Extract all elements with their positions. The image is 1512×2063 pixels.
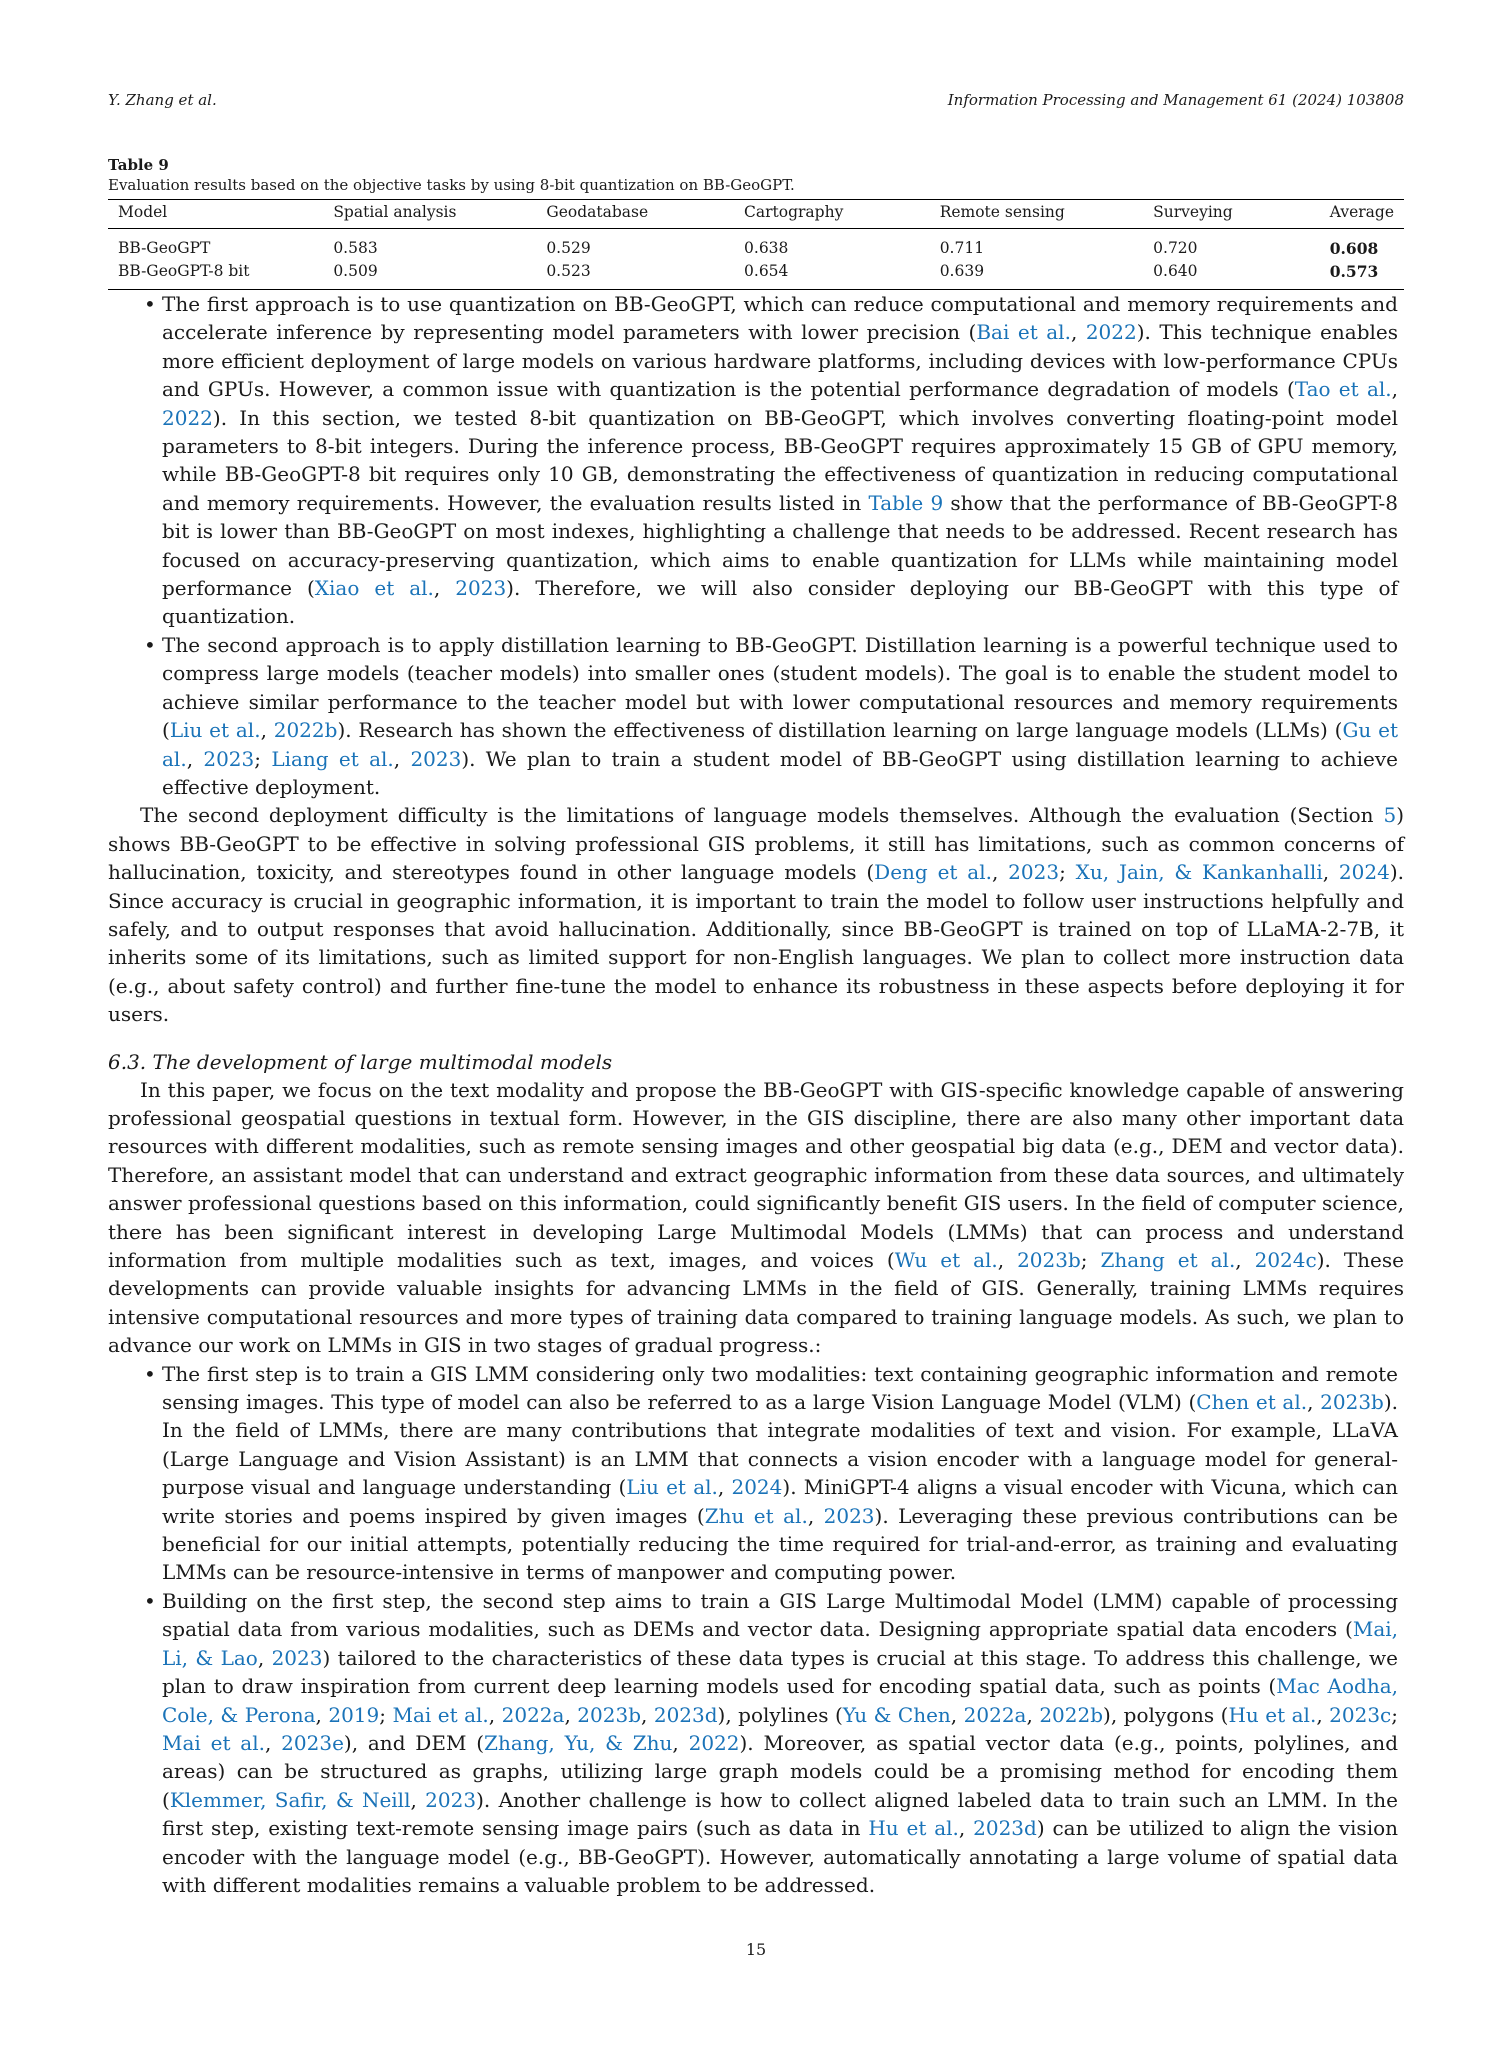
table-row (108, 229, 1404, 261)
citation-link[interactable]: 2023d (653, 1702, 718, 1727)
section-heading: 6.3. The development of large multimodal models (108, 1049, 613, 1074)
list-item-second-step (108, 1587, 1404, 1899)
text-span: ). This technique enables more efficient deployment of large models on various hardware platforms, including devices with low-performance CPUs and GPUs. However, a common issue with quantization is the potential performance degradation of models ( (162, 320, 1398, 402)
text-span: , (991, 860, 1009, 885)
text-span: ). In this section, we tested 8-bit quantization on BB-GeoGPT, which involves converting floating-point model parameters to 8-bit integers. During the inference process, BB-GeoGPT requires approximately 15 GB of GPU memory, while BB-GeoGPT-8 bit requires only 10 GB, demonstrating the effectiveness of quantization in reducing computational and memory requirements. However, the evaluation results listed in (162, 405, 1398, 515)
paragraph-limitations (108, 801, 1404, 1028)
column-header-remote-sensing: Remote sensing (930, 200, 1143, 229)
text-span: , (410, 1787, 426, 1812)
citation-link[interactable]: 2024 (1338, 860, 1390, 885)
text-span: ) can be utilized to align the vision encoder with the language model (e.g., BB-GeoGPT). However, automatically annotating a large volume of spatial data with different modalities remains a valuable problem to be addressed. (162, 1816, 1399, 1897)
text-span: ). Leveraging these previous contributions can be beneficial for our initial attempts, potentially reducing the time required for trial-and-error, as training and evaluating LMMs can be resource-intensive in terms of manpower and computing power. (162, 1503, 1398, 1585)
cell-model: BB-GeoGPT-8 bit (118, 262, 250, 280)
header-journal: Information Processing and Management 61 (2024) 103808 (947, 91, 1404, 109)
header-authors: Y. Zhang et al. (108, 91, 217, 109)
column-header-geodatabase: Geodatabase (536, 200, 734, 229)
cell-remote-sensing: 0.711 (939, 239, 985, 257)
text-span: ; (254, 746, 272, 771)
citation-link[interactable]: 2022b (1039, 1702, 1104, 1727)
text-span: ). MiniGPT-4 aligns a visual encoder with Vicuna, which can write stories and poems inspired by given images ( (162, 1475, 1399, 1528)
section-reference-link[interactable]: 5 (1383, 803, 1397, 828)
text-span: The first step is to train a GIS LMM considering only two modalities: text containing geographic information and remote sensing images. This type of model can also be referred to as a large Vision Language Model (VLM) ( (162, 1361, 1398, 1415)
page-number: 15 (745, 1940, 767, 1959)
citation-link[interactable]: Klemmer, Safir, & Neill (169, 1787, 411, 1812)
citation-link[interactable]: 2023b (1320, 1390, 1384, 1415)
citation-link[interactable]: Xiao et al. (314, 576, 434, 601)
citation-link[interactable]: 2023 (410, 746, 462, 771)
citation-link[interactable]: 2023 (823, 1503, 875, 1528)
column-header-surveying: Surveying (1143, 200, 1320, 229)
list-item-first-step (108, 1360, 1404, 1587)
citation-link[interactable]: Zhang et al. (1100, 1248, 1236, 1272)
list-item-distillation (108, 631, 1404, 801)
cell-average: 0.608 (1329, 239, 1379, 258)
cell-surveying: 0.720 (1153, 239, 1198, 257)
cell-cartography: 0.638 (744, 239, 789, 257)
text-span: show that the performance of BB-GeoGPT-8 bit is lower than BB-GeoGPT on most indexes, highlighting a challenge that needs to be addressed. Recent research has focused on accuracy-preserving quantization, which aims to enable quantization for LLMs while maintaining model performance ( (162, 490, 1398, 601)
column-header-spatial-analysis: Spatial analysis (323, 200, 536, 229)
cell-cartography: 0.654 (744, 262, 789, 280)
text-span: , (1322, 860, 1339, 885)
text-span: , (958, 1816, 974, 1841)
text-span: ). Therefore, we will also consider deploying our BB-GeoGPT with this type of quantization. (162, 576, 1398, 629)
paragraph-multimodal (108, 1076, 1404, 1360)
cell-geodatabase: 0.529 (546, 239, 591, 257)
citation-link[interactable]: Mai et al. (162, 1730, 265, 1755)
citation-link[interactable]: Liang et al. (271, 746, 394, 771)
text-span: ), polylines ( (717, 1702, 843, 1727)
text-span: , (257, 1645, 272, 1670)
text-span: The second approach is to apply distillation learning to BB-GeoGPT. Distillation learning is a powerful technique used to compress large models (teacher models) into smaller ones (student models). The goal is to enable the student model to achieve similar performance to the teacher model but with lower computational resources and memory requirements ( (162, 632, 1398, 743)
deployment-approaches-list (108, 290, 1404, 801)
text-span: , (433, 576, 456, 601)
citation-link[interactable]: Mai, Li, & Lao (162, 1617, 1398, 1670)
cell-spatial-analysis: 0.509 (333, 262, 378, 280)
cell-model: BB-GeoGPT (118, 239, 211, 257)
text-span: , (672, 1730, 689, 1755)
citation-link[interactable]: 2023e (281, 1730, 344, 1755)
text-span: , (186, 746, 204, 771)
text-span: ), and DEM ( (343, 1730, 485, 1755)
text-span: ). Another challenge is how to collect aligned labeled data to train such an LMM. In the first step, existing text-remote sensing image pairs (such as data in (162, 1787, 1398, 1841)
text-span: , (260, 718, 274, 743)
table-caption (108, 155, 1404, 195)
citation-link[interactable]: Zhu et al. (704, 1503, 808, 1528)
text-span: , (1307, 1390, 1321, 1415)
text-span: , (393, 746, 411, 771)
table-label: Table 9 (108, 156, 169, 174)
citation-link[interactable]: Gu et al. (162, 718, 1398, 771)
text-span: ) tailored to the characteristics of these data types is crucial at this stage. To address this challenge, we plan to draw inspiration from current deep learning models used for encoding spatial data, such as points ( (162, 1645, 1398, 1699)
citation-link[interactable]: 2023 (203, 746, 255, 771)
cell-surveying: 0.640 (1153, 262, 1198, 280)
citation-link[interactable]: 2023 (455, 576, 507, 601)
text-span: , (264, 1730, 282, 1755)
citation-link[interactable]: 2022a (501, 1702, 565, 1727)
cell-remote-sensing: 0.639 (939, 262, 985, 280)
citation-link[interactable]: Chen et al. (1196, 1390, 1308, 1415)
text-span: , (315, 1702, 329, 1727)
citation-link[interactable]: Yu & Chen (842, 1702, 951, 1727)
citation-link[interactable]: 2023b (1017, 1248, 1081, 1272)
running-header (108, 90, 1404, 110)
cell-geodatabase: 0.523 (546, 262, 591, 280)
citation-link[interactable]: Liu et al. (626, 1475, 718, 1500)
table-row (108, 260, 1404, 290)
citation-link[interactable]: 2023c (1329, 1702, 1392, 1727)
citation-link[interactable]: Hu et al. (1228, 1702, 1317, 1727)
citation-link[interactable]: 2023 (1008, 860, 1060, 885)
page-content (108, 90, 1404, 1899)
text-span: ). In the field of LMMs, there are many contributions that integrate modalities of text and vision. For example, LLaVA (Large Language and Vision Assistant) is an LMM that connects a vision encoder with a language model for general-purpose visual and language understanding ( (162, 1390, 1399, 1500)
citation-link[interactable]: 2023d (973, 1816, 1037, 1841)
citation-link[interactable]: Wu et al. (894, 1248, 998, 1272)
column-header-cartography: Cartography (734, 200, 930, 229)
text-span: , (997, 1248, 1018, 1272)
text-span: , (1391, 377, 1398, 402)
text-span: ). Since accuracy is crucial in geographic information, it is important to train the model to follow user instructions helpfully and safely, and to output responses that avoid hallucination. Additionally, since BB-GeoGPT is trained on top of LLaMA-2-7B, it inherits some of its limitations, such as limited support for non-English languages. We plan to collect more instruction data (e.g., about safety control) and further fine-tune the model to enhance its robustness in these aspects before deploying it for users. (108, 860, 1404, 1027)
text-span: , (1316, 1702, 1330, 1727)
text-span: ; (379, 1702, 393, 1727)
citation-link[interactable]: 2022a (963, 1702, 1027, 1727)
table-header-row (108, 200, 1404, 229)
citation-link[interactable]: 2023 (271, 1645, 323, 1670)
results-table (108, 199, 1404, 290)
text-span: , (1026, 1702, 1040, 1727)
list-item-quantization (108, 290, 1404, 631)
citation-link[interactable]: 2023 (425, 1787, 477, 1812)
text-span: ; (1059, 860, 1076, 885)
column-header-average: Average (1320, 200, 1404, 229)
text-span: ; (1391, 1702, 1399, 1727)
text-span: ). Research has shown the effectiveness of distillation learning on large language models (LLMs) ( (337, 718, 1343, 743)
text-span: , (950, 1702, 964, 1727)
citation-link[interactable]: Zhang, Yu, & Zhu (484, 1730, 673, 1755)
text-span: , (641, 1702, 654, 1727)
text-span: , (488, 1702, 502, 1727)
citation-link[interactable]: Xu, Jain, & Kankanhalli (1075, 860, 1323, 885)
citation-link[interactable]: 2024c (1254, 1248, 1317, 1272)
text-span: , (1235, 1248, 1255, 1272)
text-span: ). We plan to train a student model of BB-GeoGPT using distillation learning to achieve effective deployment. (162, 746, 1398, 799)
cell-average: 0.573 (1329, 262, 1379, 281)
citation-link[interactable]: Mac Aodha, Cole, & Perona (162, 1674, 1398, 1727)
text-span: ). Moreover, as spatial vector data (e.g., points, polylines, and areas) can be structured as graphs, utilizing large graph models could be a promising method for encoding them ( (162, 1730, 1398, 1812)
text-span: , (1070, 320, 1086, 345)
citation-link[interactable]: Tao et al. (1294, 377, 1392, 402)
citation-link[interactable]: 2019 (328, 1702, 380, 1727)
text-span: ) shows BB-GeoGPT to be effective in solving professional GIS problems, it still has limitations, such as common concerns of hallucination, toxicity, and stereotypes found in other language models ( (108, 803, 1404, 885)
text-span: , (807, 1503, 824, 1528)
citation-link[interactable]: Hu et al. (868, 1816, 959, 1841)
text-span: , (564, 1702, 578, 1727)
multimodal-steps-list (108, 1360, 1404, 1900)
citation-link[interactable]: 2024 (731, 1475, 783, 1500)
text-span: The first approach is to use quantization on BB-GeoGPT, which can reduce computational and memory requirements and accelerate inference by representing model parameters with lower precision ( (162, 292, 1398, 345)
table-caption-text: Evaluation results based on the objective tasks by using 8-bit quantization on BB-GeoGPT. (108, 176, 795, 194)
citation-link[interactable]: 2022 (688, 1730, 740, 1755)
citation-link[interactable]: 2023b (577, 1702, 641, 1727)
text-span: Building on the first step, the second step aims to train a GIS Large Multimodal Model (LMM) capable of processing spatial data from various modalities, such as DEMs and vector data. Designing appropriate spatial data encoders ( (162, 1588, 1398, 1642)
citation-link[interactable]: Liu et al. (169, 718, 261, 743)
citation-link[interactable]: Bai et al. (976, 320, 1071, 345)
table-reference-link[interactable]: Table 9 (868, 490, 944, 515)
text-span: , (717, 1475, 732, 1500)
text-span: The second deployment difficulty is the limitations of language models themselves. Although the evaluation (Section (140, 803, 1384, 828)
citation-link[interactable]: Deng et al. (874, 860, 992, 885)
citation-link[interactable]: 2022 (162, 405, 213, 430)
text-span: ). These developments can provide valuable insights for advancing LMMs in the field of GIS. Generally, training LMMs requires intensive computational resources and more types of training data compared to training language models. As such, we plan to advance our work on LMMs in GIS in two stages of gradual progress.: (108, 1248, 1404, 1358)
citation-link[interactable]: 2022 (1085, 320, 1137, 345)
citation-link[interactable]: 2022b (273, 718, 338, 743)
cell-spatial-analysis: 0.583 (333, 239, 378, 257)
column-header-model: Model (108, 200, 323, 229)
text-span: In this paper, we focus on the text modality and propose the BB-GeoGPT with GIS-specific knowledge capable of answering professional geospatial questions in textual form. However, in the GIS discipline, there are also many other important data resources with different modalities, such as remote sensing images and other geospatial big data (e.g., DEM and vector data). Therefore, an assistant model that can understand and extract geographic information from these data sources, and ultimately answer professional questions based on this information, could significantly benefit GIS users. In the field of computer science, there has been significant interest in developing Large Multimodal Models (LMMs) that can process and understand information from multiple modalities such as text, images, and voices ( (108, 1077, 1404, 1272)
text-span: ), polygons ( (1103, 1702, 1229, 1727)
text-span: ; (1080, 1248, 1101, 1272)
citation-link[interactable]: Mai et al. (392, 1702, 489, 1727)
